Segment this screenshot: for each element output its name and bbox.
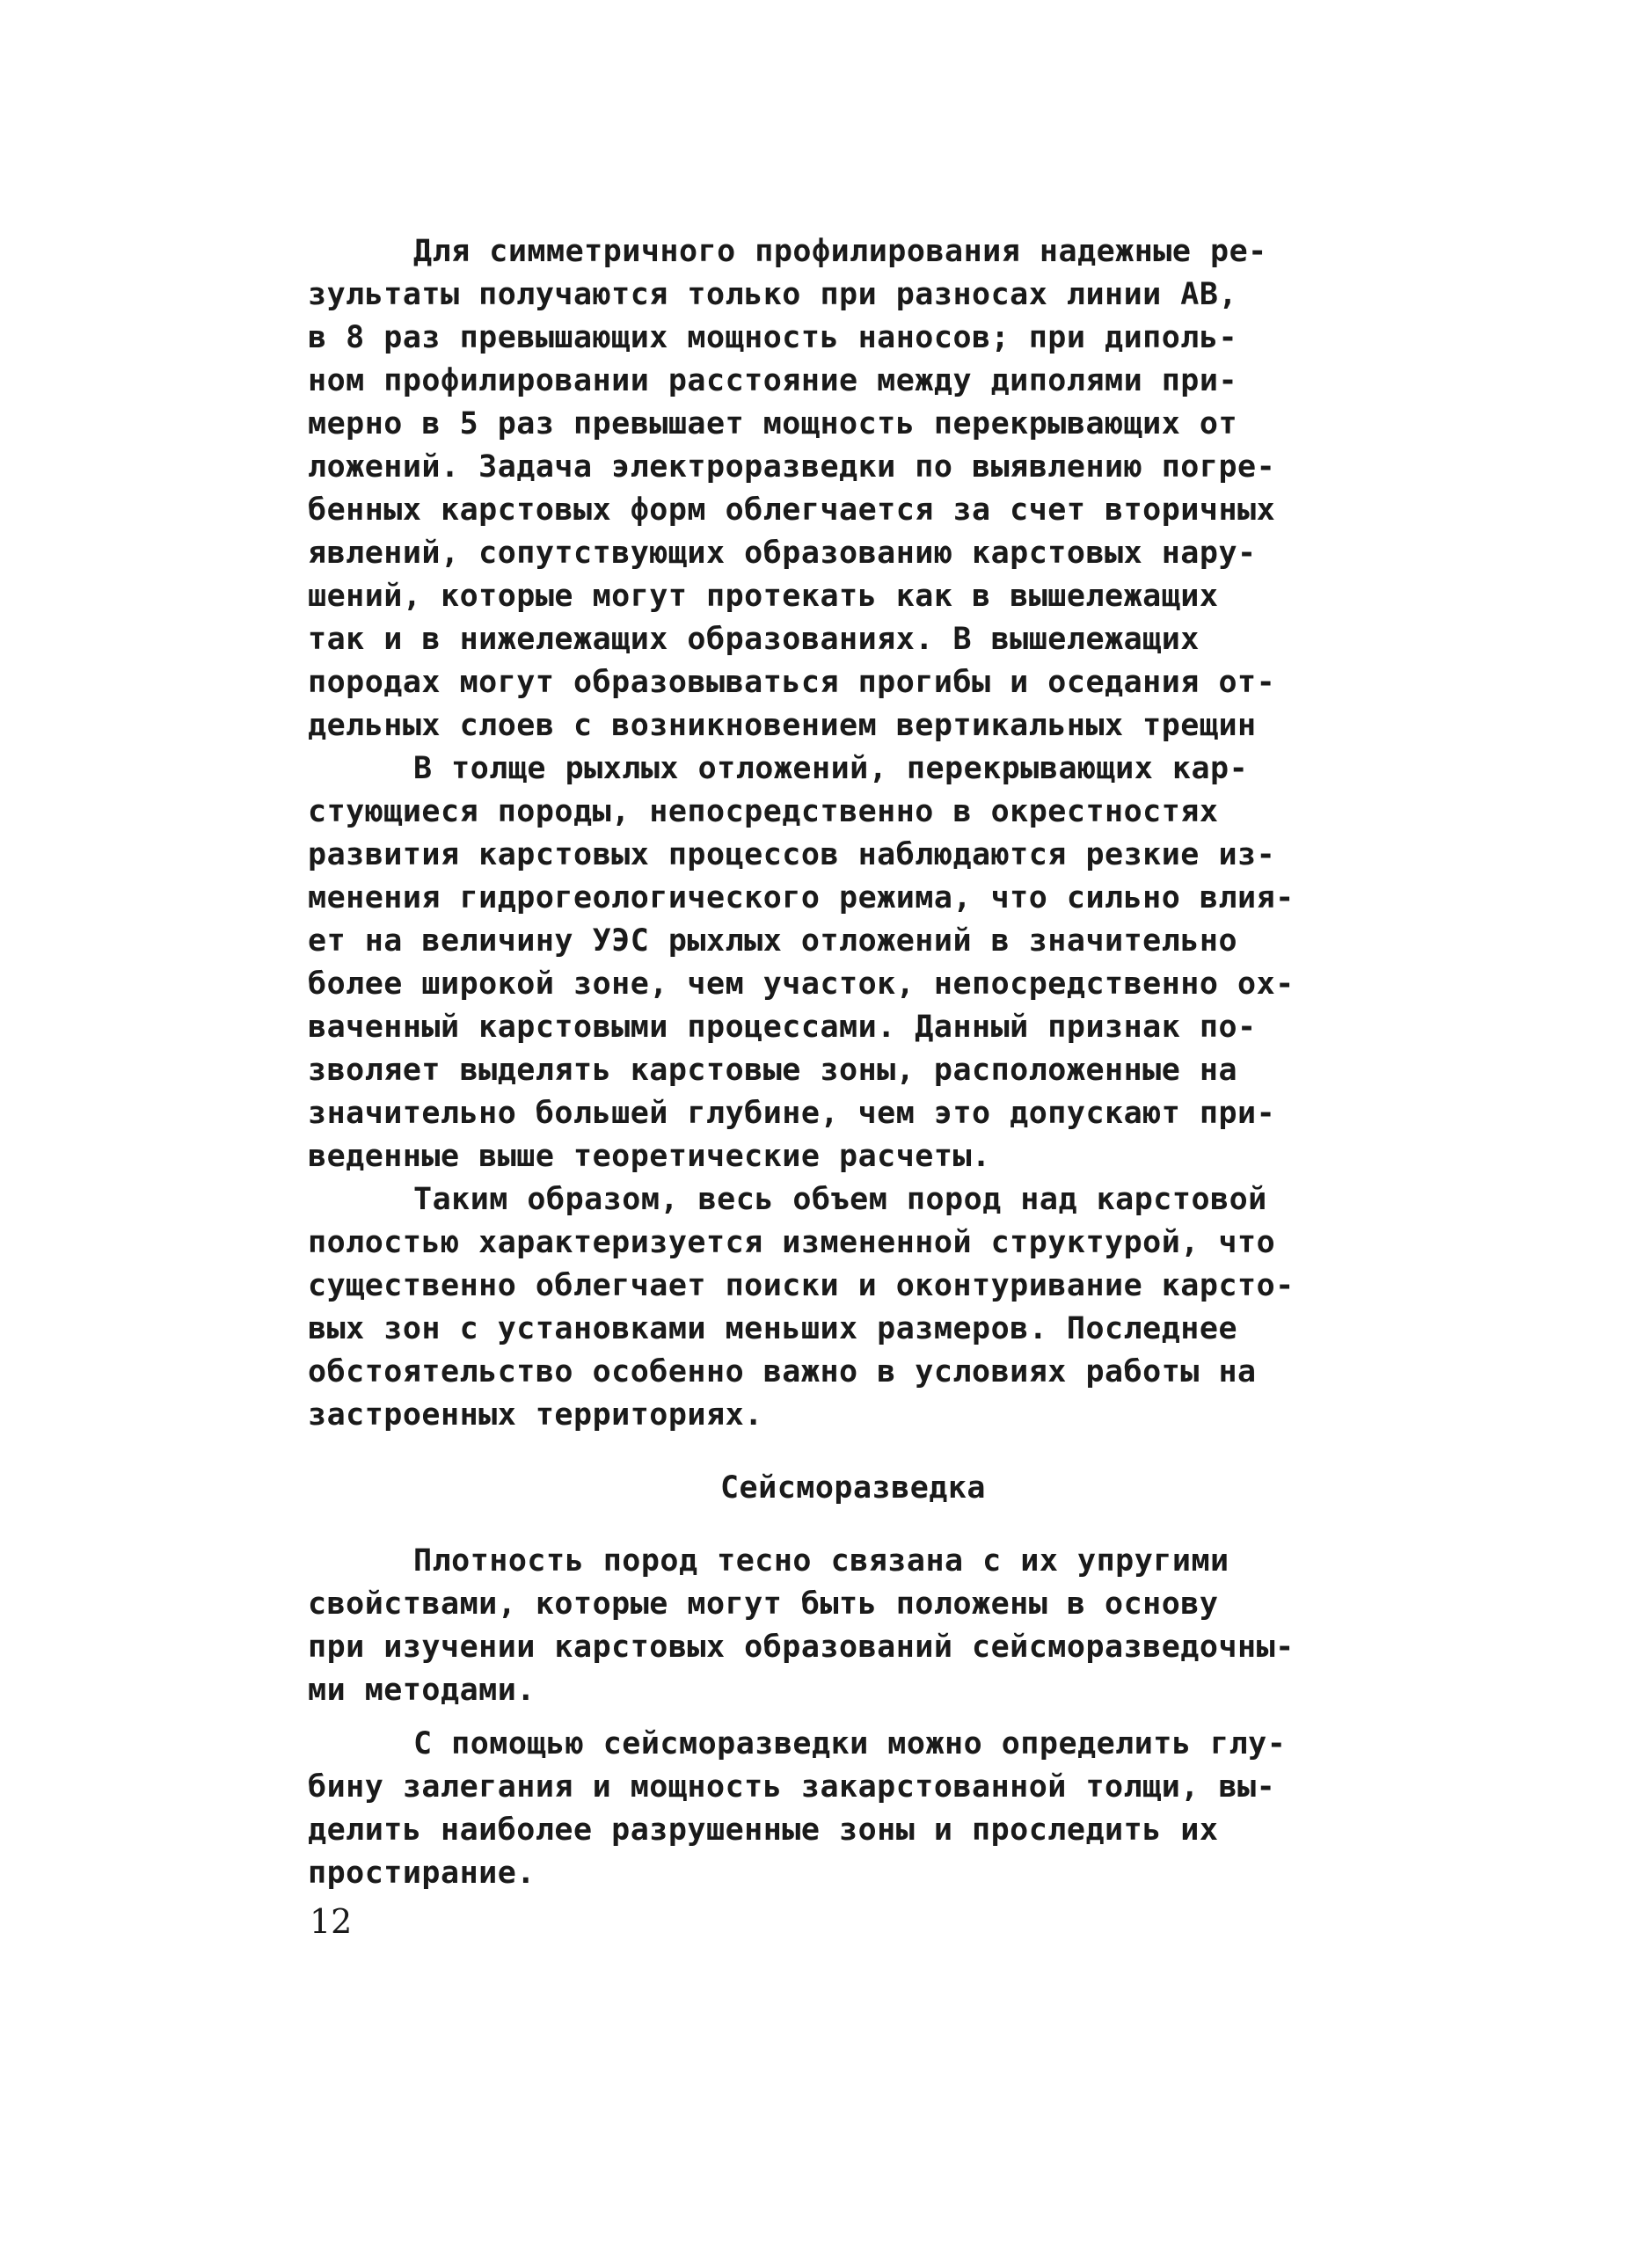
text-line: ложений. Задача электроразведки по выявлению погре-	[308, 449, 1276, 485]
text-line: так и в нижележащих образованиях. В вышележащих	[308, 622, 1200, 657]
text-line: веденные выше теоретические расчеты.	[308, 1139, 991, 1174]
paragraph-electrical-profiling	[308, 230, 1416, 747]
section-heading: Сейсморазведка	[719, 1470, 986, 1506]
text-line: мерно в 5 раз превышает мощность перекрывающих от	[308, 406, 1238, 441]
text-line: С помощью сейсморазведки можно определить глу-	[413, 1726, 1287, 1761]
paragraph-loose-deposits	[308, 747, 1416, 1178]
text-line: шений, которые могут протекать как в вышележащих	[308, 579, 1219, 614]
text-line: породах могут образовываться прогибы и оседания от-	[308, 665, 1276, 700]
text-line: явлений, сопутствующих образованию карстовых нару-	[308, 536, 1257, 571]
text-line: ном профилировании расстояние между диполями при-	[308, 363, 1238, 398]
text-line: полостью характеризуется измененной структурой, что	[308, 1225, 1276, 1260]
text-line: простирание.	[308, 1856, 536, 1891]
text-line: свойствами, которые могут быть положены в основу	[308, 1586, 1219, 1622]
text-line: более широкой зоне, чем участок, непосредственно ох-	[308, 966, 1295, 1002]
text-line: Таким образом, весь объем пород над карстовой	[413, 1182, 1267, 1217]
text-block	[308, 230, 1416, 1895]
text-line: бенных карстовых форм облегчается за счет вторичных	[308, 492, 1276, 528]
text-line: бину залегания и мощность закарстованной толщи, вы-	[308, 1769, 1276, 1805]
text-line: существенно облегчает поиски и оконтуривание карсто-	[308, 1268, 1295, 1303]
text-line: делить наиболее разрушенные зоны и проследить их	[308, 1812, 1219, 1848]
text-line: обстоятельство особенно важно в условиях работы на	[308, 1354, 1257, 1389]
text-line: ваченный карстовыми процессами. Данный признак по-	[308, 1010, 1257, 1045]
text-line: зультаты получаются только при разносах линии АВ,	[308, 277, 1238, 312]
text-line: Для симметричного профилирования надежные ре-	[413, 234, 1267, 269]
text-line: ми методами.	[308, 1673, 536, 1708]
text-line: в 8 раз превышающих мощность наносов; при диполь-	[308, 320, 1238, 355]
text-line: менения гидрогеологического режима, что сильно влия-	[308, 880, 1295, 915]
text-line: дельных слоев с возникновением вертикальных трещин	[308, 708, 1257, 743]
text-line: вых зон с установками меньших размеров. Последнее	[308, 1311, 1238, 1346]
text-line: развития карстовых процессов наблюдаются резкие из-	[308, 837, 1276, 872]
text-line: застроенных территориях.	[308, 1397, 763, 1433]
text-line: значительно большей глубине, чем это допускают при-	[308, 1096, 1276, 1131]
text-line: ет на величину УЭС рыхлых отложений в значительно	[308, 923, 1238, 959]
text-line: В толще рыхлых отложений, перекрывающих кар-	[413, 751, 1249, 786]
paragraph-seismic-capabilities	[308, 1723, 1416, 1895]
text-line: Плотность пород тесно связана с их упругими	[413, 1543, 1229, 1579]
paragraph-density	[308, 1540, 1416, 1712]
text-line: зволяет выделять карстовые зоны, расположенные на	[308, 1053, 1238, 1088]
page-number: 12	[310, 1902, 353, 1941]
text-line: при изучении карстовых образований сейсморазведочны-	[308, 1630, 1295, 1665]
text-line: стующиеся породы, непосредственно в окрестностях	[308, 794, 1219, 829]
paragraph-structure-change	[308, 1178, 1416, 1437]
